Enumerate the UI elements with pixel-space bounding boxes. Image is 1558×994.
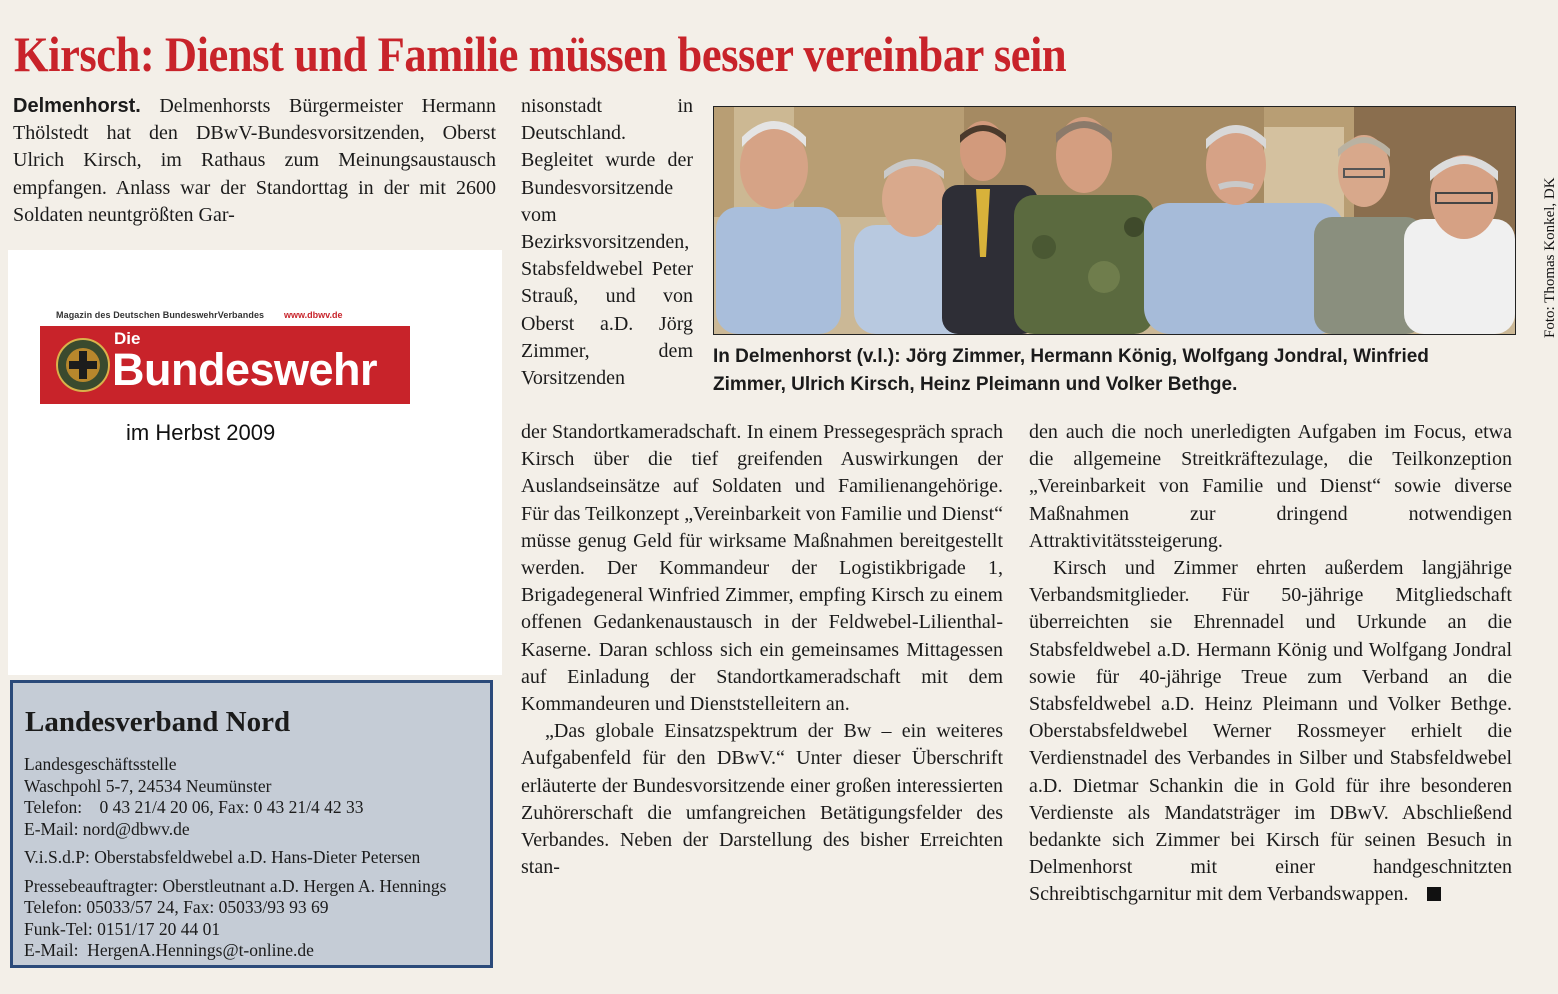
end-of-article-mark: [1427, 887, 1441, 901]
group-photo: [713, 106, 1516, 335]
contact-visdp: V.i.S.d.P: Oberstabsfeldwebel a.D. Hans-Dieter Petersen: [24, 847, 421, 867]
magazine-title: Bundeswehr: [112, 344, 378, 395]
contact-office: Landesgeschäftsstelle: [24, 754, 177, 774]
column-2-paragraph-1: der Standortkameradschaft. In einem Pressegespräch sprach Kirsch über die tief greifenden Auswirkungen der Auslandseinsätze auf Soldaten und Familienangehörige. Für das Teilkonzept „Vereinbarkeit von Familie und Dienst“ müsse genug Geld für wirksame Maßnahmen bereitgestellt werden. Der Kommandeur der Logistikbrigade 1, Brigadegeneral Winfried Zimmer, empfing Kirsch zu einem offenen Gedankenaustausch in der Feldwebel-Lilienthal-Kaserne. Daran schloss sich ein gemeinsames Mittagessen auf Einladung der Standortkameradschaft mit dem Kommandeuren und Dienststelleitern an.: [521, 421, 1004, 716]
press-phone: Telefon: 05033/57 24, Fax: 05033/93 93 69: [24, 897, 329, 917]
column-2-paragraph-2: „Das globale Einsatzspektrum der Bw – ein weiteres Aufgabenfeld für den DBwV.“ Unter dieser Überschrift erläuterte der Bundesvorsitzende einer großen interessierten Zuhörerschaft die umfangreichen Betätigungsfelder des Verbandes. Neben der Darstellung des bisher Erreichten stan-: [521, 720, 1003, 879]
column-3-paragraph-2-text: Kirsch und Zimmer ehrten außerdem langjährige Verbandsmitglieder. Für 50-jährige Mitgliedschaft überreichten sie Ehrennadel und Urkunde an die Stabsfeldwebel a.D. Hermann König und Wolfgang Jondral sowie für 40-jährige Treue zum Verband an die Stabsfeldwebel a.D. Heinz Pleimann und Volker Bethge. Oberstabsfeldwebel Werner Rossmeyer erhielt die Verdienstnadel des Verbandes in Silber und Stabsfeldwebel a.D. Dietmar Schankin die in Gold für ihre besonderen Verdienste als Mandatsträger im DBwV. Abschließend bedankte sich Zimmer bei Kirsch für seinen Besuch in Delmenhorst mit einer handgeschnitzten Schreibtischgarnitur mit dem Verbandswappen.: [1029, 557, 1512, 906]
article-column-2: [521, 419, 1003, 881]
contact-box: [10, 680, 493, 968]
contact-phone: Telefon: 0 43 21/4 20 06, Fax: 0 43 21/4 42 33: [24, 797, 364, 817]
contact-details: [24, 754, 490, 962]
column-1-text: Delmenhorsts Bürgermeister Hermann Thölstedt hat den DBwV-Bundesvorsitzenden, Oberst Ulrich Kirsch, im Rathaus zum Meinungsaustausch empfangen. Anlass war der Standorttag in der mit 2600 Soldaten neuntgrößten Gar-: [13, 95, 496, 226]
article-column-3: [1029, 419, 1512, 909]
contact-email: E-Mail: nord@dbwv.de: [24, 818, 190, 839]
press-officer: Pressebeauftragter: Oberstleutnant a.D. Hergen A. Hennings: [24, 875, 447, 896]
column-2-top-text: nisonstadt in Deutschland. Begleitet wurde der Bundesvorsitzende vom Bezirksvorsitzenden, Stabsfeldwebel Peter Strauß, und von Oberst a.D. Jörg Zimmer, dem Vorsitzenden: [521, 95, 693, 390]
magazine-logo-box: [8, 250, 502, 675]
contact-box-title: Landesverband Nord: [25, 706, 291, 738]
magazine-issue: im Herbst 2009: [126, 420, 276, 445]
press-email: E-Mail: HergenA.Hennings@t-online.de: [24, 940, 314, 960]
article-column-1: [13, 93, 496, 229]
magazine-url: www.dbwv.de: [284, 310, 343, 320]
article-column-2-top: [521, 93, 693, 392]
contact-address: Waschpohl 5-7, 24534 Neumünster: [24, 775, 272, 796]
article-headline: Kirsch: Dienst und Familie müssen besser vereinbar sein: [14, 26, 1067, 82]
magazine-title-die: Die: [114, 329, 141, 348]
photo-credit: Foto: Thomas Konkel, DK: [1542, 177, 1558, 338]
group-photo-image: [714, 107, 1515, 334]
dateline: Delmenhorst.: [13, 95, 141, 117]
press-mobile: Funk-Tel: 0151/17 20 44 01: [24, 918, 221, 939]
column-3-paragraph-2: [1029, 555, 1512, 909]
photo-caption: In Delmenhorst (v.l.): Jörg Zimmer, Hermann König, Wolfgang Jondral, Winfried Zimmer, Ulrich Kirsch, Heinz Pleimann und Volker Bethge.: [713, 346, 1429, 395]
column-3-paragraph-1: den auch die noch unerledigten Aufgaben im Focus, etwa die allgemeine Streitkräftezulage, die Teilkonzeption „Vereinbarkeit von Familie und Dienst“ sowie diverse Maßnahmen zur dringend notwendigen Attraktivitätssteigerung.: [1029, 421, 1512, 552]
magazine-banner: [40, 326, 410, 404]
bundeswehr-emblem-icon: [56, 338, 110, 392]
magazine-subtitle: Magazin des Deutschen BundeswehrVerbandes: [56, 310, 265, 320]
